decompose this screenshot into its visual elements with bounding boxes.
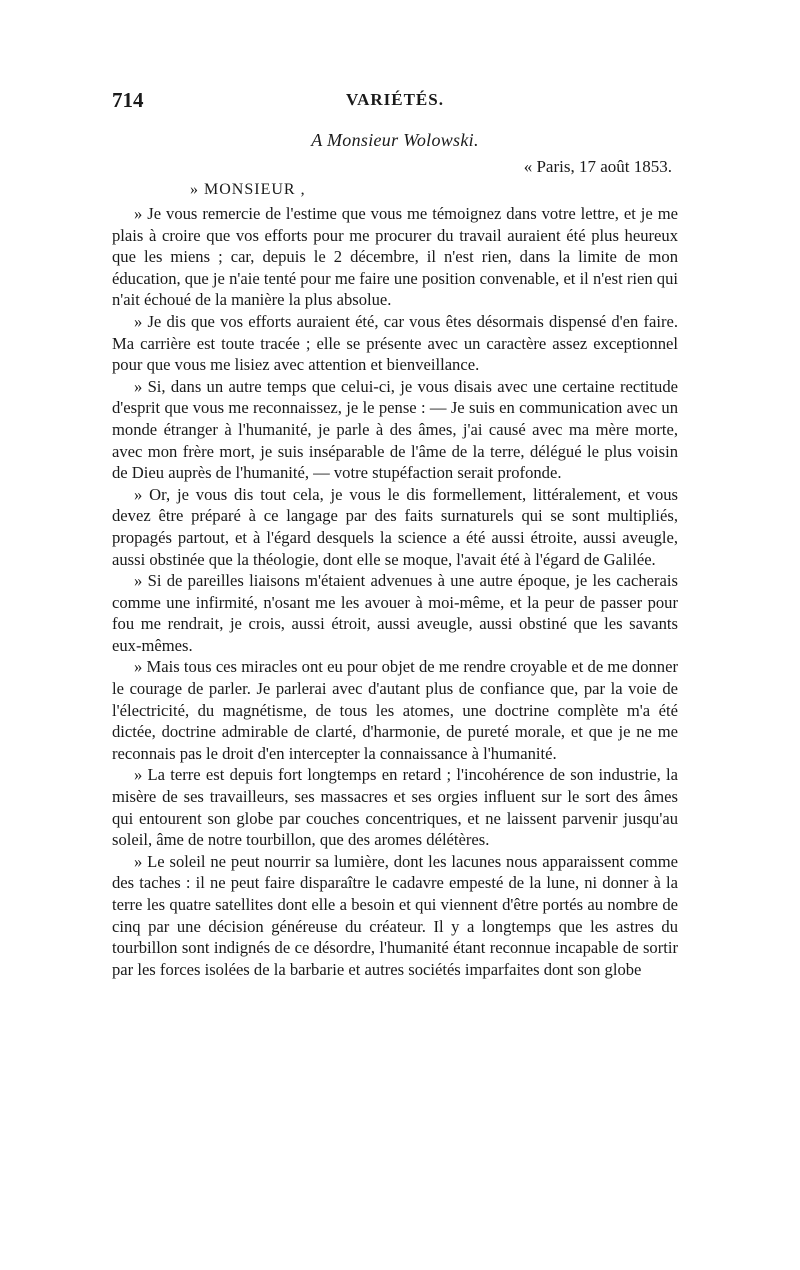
page-header	[112, 88, 678, 118]
letter-salutation: » MONSIEUR ,	[190, 181, 306, 198]
letter-place-date: « Paris, 17 août 1853.	[523, 157, 672, 176]
paragraph: » Je vous remercie de l'estime que vous me témoignez dans votre lettre, et je me plais à croire que vos efforts pour me procurer du travail auraient été plus heureux que les miens ; car, depuis le 2 décembre, il n'est rien, dans la limite de mon éducation, que je n'aie tenté pour me faire une position convenable, et il n'est rien qui n'ait échoué de la manière la plus absolue.	[112, 204, 678, 310]
paragraph: » La terre est depuis fort longtemps en retard ; l'incohérence de son industrie, la misère de ses travailleurs, ses massacres et ses orgies influent sur le sort des âmes qui entourent son globe par couches concentriques, et ne laissent parvenir jusqu'au soleil, âme de notre tourbillon, que des aromes délétères.	[112, 765, 678, 850]
letter-body	[112, 203, 678, 980]
letter-addressee: A Monsieur Wolowski.	[311, 130, 479, 150]
paragraph: » Mais tous ces miracles ont eu pour objet de me rendre croyable et de me donner le courage de parler. Je parlerai avec d'autant plus de confiance que, par la voie de l'électricité, du magnétisme, de tous les atomes, une doctrine complète m'a été dictée, doctrine admirable de clarté, d'harmonie, de pureté morale, et que je ne me reconnais pas le droit d'en intercepter la connaissance à l'humanité.	[112, 657, 678, 763]
paragraph: » Si de pareilles liaisons m'étaient advenues à une autre époque, je les cacherais comme une infirmité, n'osant me les avouer à moi-même, et la peur de passer pour fou me rendrait, je crois, aussi étroit, aussi aveugle, aussi obstiné que les savants eux-mêmes.	[112, 571, 678, 655]
book-page	[112, 88, 678, 980]
paragraph: » Le soleil ne peut nourrir sa lumière, dont les lacunes nous apparaissent comme des taches : il ne peut faire disparaître le cadavre empesté de la lune, ni donner à la terre les quatre satellites dont elle a besoin et qui viennent d'être portés au nombre de cinq par une décision généreuse du créateur. Il y a longtemps que les astres du tourbillon sont indignés de ce désordre, l'humanité étant reconnue incapable de sortir par les forces isolées de la barbarie et autres sociétés imparfaites dont son globe	[112, 851, 678, 979]
page-number: 714	[112, 88, 144, 112]
paragraph: » Or, je vous dis tout cela, je vous le dis formellement, littéralement, et vous devez être préparé à ce langage par des faits surnaturels qui se sont multipliés, propagés partout, et à l'égard desquels la science a été aussi étroite, aussi aveugle, aussi obstinée que la théologie, dont elle se moque, l'avait été à l'égard de Galilée.	[112, 484, 678, 569]
paragraph: » Je dis que vos efforts auraient été, car vous êtes désormais dispensé d'en faire. Ma carrière est toute tracée ; elle se présente avec un caractère assez exceptionnel pour que vous me lisiez avec attention et bienveillance.	[112, 311, 678, 375]
running-title: VARIÉTÉS.	[346, 90, 444, 109]
paragraph: » Si, dans un autre temps que celui-ci, je vous disais avec une certaine rectitude d'esprit que vous me reconnaissez, je le pense : — Je suis en communication avec un monde étranger à l'humanité, je parle à des âmes, j'ai causé avec ma mère morte, avec mon frère mort, je suis inséparable de l'âme de la terre, délégué le plus voisin de Dieu auprès de l'humanité, — votre stupéfaction serait profonde.	[112, 376, 678, 483]
